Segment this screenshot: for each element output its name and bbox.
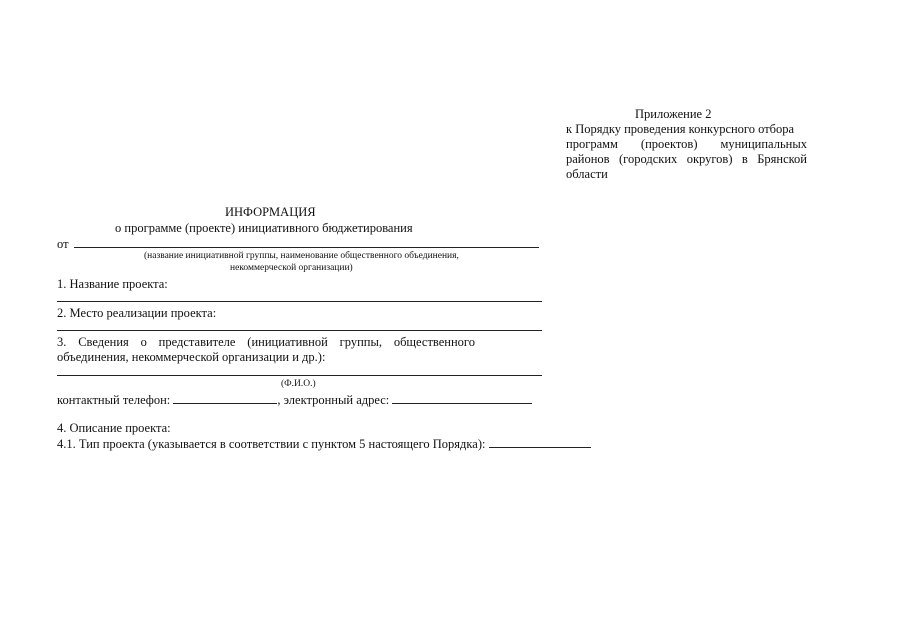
- project-type-line: [489, 436, 591, 448]
- appendix-line-1: к Порядку проведения конкурсного отбора: [566, 122, 795, 136]
- representative-label-2: объединения, некоммерческой организации и др.):: [57, 350, 326, 364]
- from-input-line: [74, 247, 539, 248]
- representative-label-1: 3. Сведения о представителе (инициативной группы, общественного: [57, 335, 475, 349]
- appendix-title: Приложение 2: [635, 107, 712, 121]
- document-subtitle: о программе (проекте) инициативного бюджетирования: [115, 221, 413, 235]
- email-field-line: [392, 392, 532, 404]
- project-name-line: [57, 301, 542, 302]
- document-title: ИНФОРМАЦИЯ: [225, 205, 316, 219]
- project-type-label: 4.1. Тип проекта (указывается в соответствии с пунктом 5 настоящего Порядка):: [57, 437, 486, 451]
- phone-label: контактный телефон:: [57, 393, 171, 407]
- phone-field-line: [173, 392, 277, 404]
- appendix-line-2: программ (проектов) муниципальных: [566, 137, 807, 151]
- description-label: 4. Описание проекта:: [57, 421, 171, 435]
- email-label: , электронный адрес:: [277, 393, 390, 407]
- appendix-line-3: районов (городских округов) в Брянской: [566, 152, 807, 166]
- project-type-row: [57, 436, 591, 451]
- project-name-label: 1. Название проекта:: [57, 277, 168, 291]
- from-hint-2: некоммерческой организации): [230, 263, 353, 273]
- from-label: от: [57, 237, 69, 251]
- project-place-label: 2. Место реализации проекта:: [57, 306, 217, 320]
- project-place-line: [57, 330, 542, 331]
- contacts-row: [57, 392, 532, 407]
- appendix-line-4: области: [566, 167, 608, 181]
- from-hint-1: (название инициативной группы, наименование общественного объединения,: [144, 251, 459, 261]
- representative-line: [57, 375, 542, 376]
- fio-hint: (Ф.И.О.): [281, 379, 316, 389]
